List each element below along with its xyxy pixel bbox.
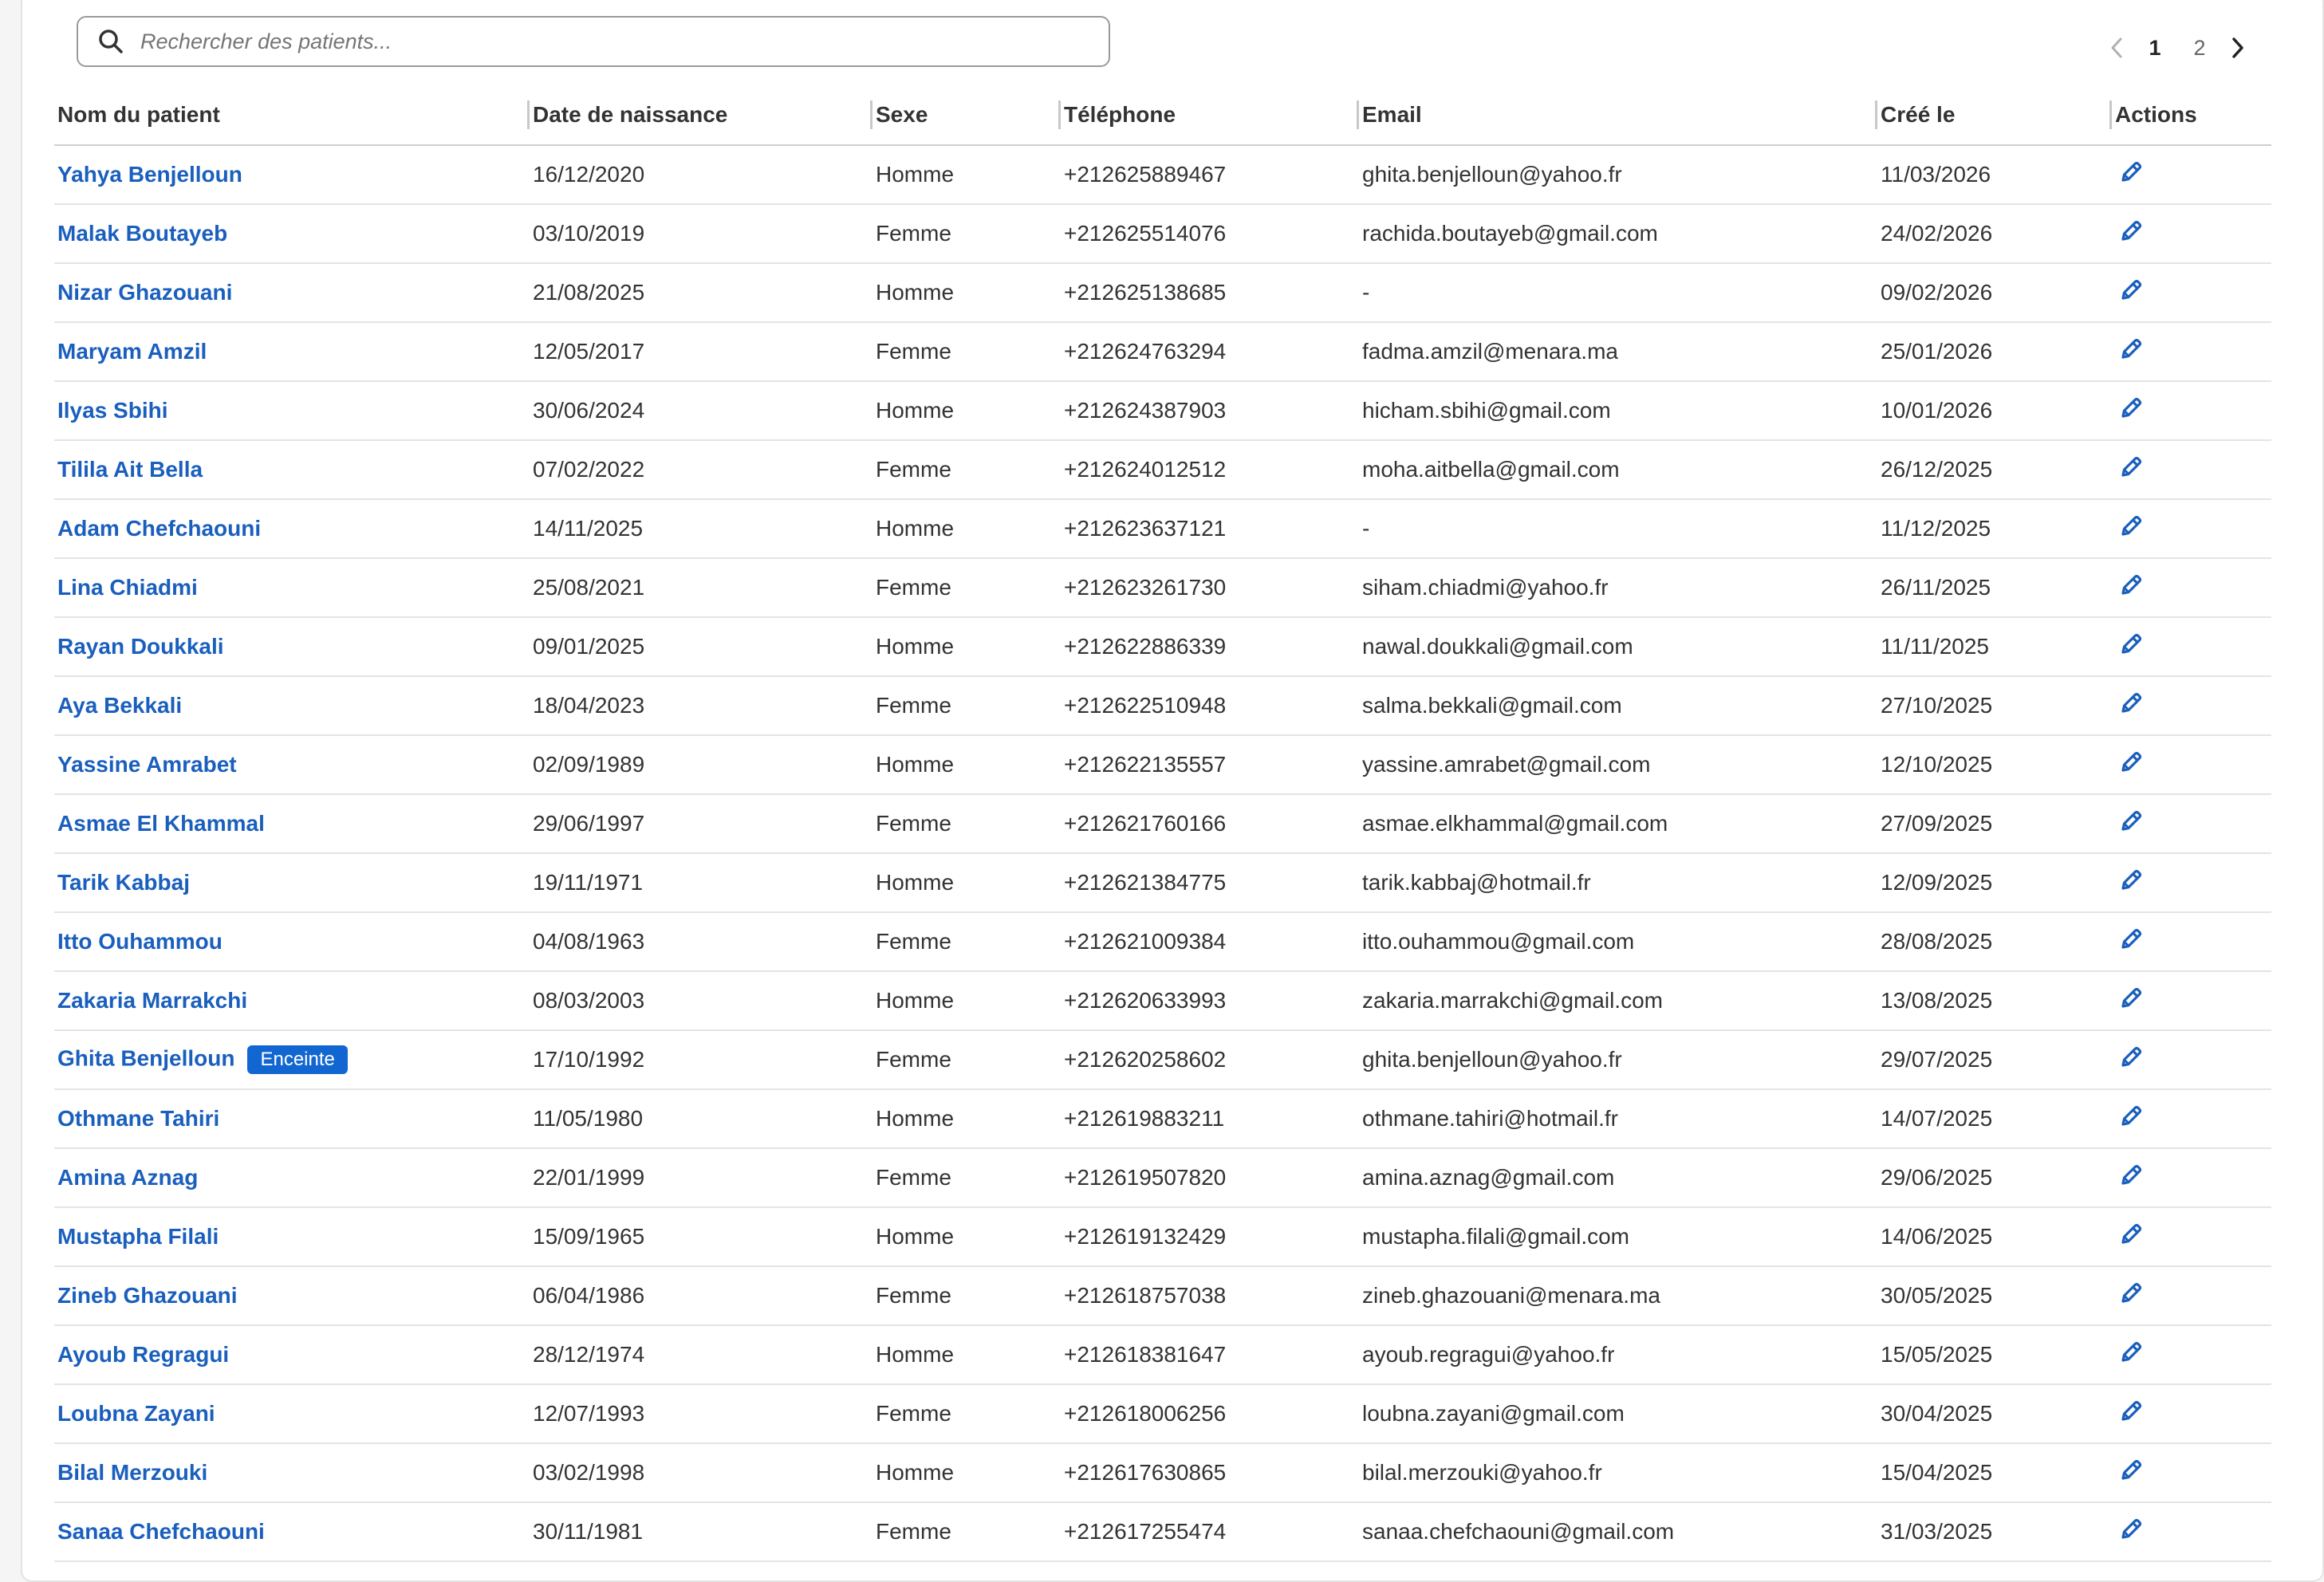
table-row: [54, 676, 2271, 735]
email-cell: fadma.amzil@menara.ma: [1359, 322, 1877, 381]
search-box[interactable]: [77, 16, 1110, 67]
dob-cell: 19/11/1971: [530, 853, 872, 912]
actions-cell: [2112, 1030, 2271, 1089]
dob-cell: 12/07/1993: [530, 1384, 872, 1443]
actions-cell: [2112, 204, 2271, 263]
pagination: [2101, 29, 2254, 67]
actions-cell: [2112, 558, 2271, 617]
sex-cell: Femme: [872, 440, 1061, 499]
dob-cell: 02/09/1989: [530, 735, 872, 794]
actions-cell: [2112, 617, 2271, 676]
created-cell: 26/11/2025: [1877, 558, 2112, 617]
created-cell: 28/08/2025: [1877, 912, 2112, 971]
patient-name-cell: [54, 1502, 530, 1561]
email-cell: moha.aitbella@gmail.com: [1359, 440, 1877, 499]
column-header-actions: Actions: [2112, 85, 2271, 145]
edit-icon[interactable]: [2117, 1043, 2145, 1072]
phone-cell: +212620633993: [1061, 971, 1359, 1030]
edit-icon[interactable]: [2117, 394, 2145, 423]
edit-icon[interactable]: [2117, 1279, 2145, 1308]
dob-cell: 17/10/1992: [530, 1030, 872, 1089]
patient-name-link[interactable]: Ghita Benjelloun: [57, 1045, 235, 1071]
edit-icon[interactable]: [2117, 630, 2145, 659]
edit-icon[interactable]: [2117, 925, 2145, 954]
column-header-created[interactable]: Créé le: [1877, 85, 2112, 145]
phone-cell: +212622510948: [1061, 676, 1359, 735]
patient-name-cell: [54, 1148, 530, 1207]
table-row: [54, 1089, 2271, 1148]
table-header-row: [54, 85, 2271, 145]
sex-cell: Homme: [872, 1089, 1061, 1148]
column-header-name[interactable]: Nom du patient: [54, 85, 530, 145]
edit-icon[interactable]: [2117, 689, 2145, 718]
column-header-email[interactable]: Email: [1359, 85, 1877, 145]
patient-name-cell: [54, 912, 530, 971]
patient-name-link[interactable]: Othmane Tahiri: [57, 1106, 220, 1131]
phone-cell: +212620258602: [1061, 1030, 1359, 1089]
sex-cell: Femme: [872, 204, 1061, 263]
sex-cell: Homme: [872, 971, 1061, 1030]
table-row: [54, 145, 2271, 204]
created-cell: 11/12/2025: [1877, 499, 2112, 558]
patient-name-link[interactable]: Yahya Benjelloun: [57, 162, 242, 187]
patient-name-link[interactable]: Amina Aznag: [57, 1165, 199, 1190]
created-cell: 12/09/2025: [1877, 853, 2112, 912]
next-page-button[interactable]: [2222, 29, 2254, 67]
table-row: [54, 558, 2271, 617]
email-cell: -: [1359, 263, 1877, 322]
created-cell: 24/02/2026: [1877, 204, 2112, 263]
actions-cell: [2112, 440, 2271, 499]
actions-cell: [2112, 499, 2271, 558]
dob-cell: 11/05/1980: [530, 1089, 872, 1148]
dob-cell: 12/05/2017: [530, 322, 872, 381]
created-cell: 13/08/2025: [1877, 971, 2112, 1030]
sex-cell: Homme: [872, 1325, 1061, 1384]
phone-cell: +212624763294: [1061, 322, 1359, 381]
dob-cell: 03/10/2019: [530, 204, 872, 263]
patient-name-cell: [54, 440, 530, 499]
sex-cell: Femme: [872, 794, 1061, 853]
dob-cell: 28/12/1974: [530, 1325, 872, 1384]
created-cell: 30/05/2025: [1877, 1266, 2112, 1325]
email-cell: mustapha.filali@gmail.com: [1359, 1207, 1877, 1266]
page-button-current[interactable]: 1: [2149, 35, 2161, 60]
edit-icon[interactable]: [2117, 158, 2145, 187]
phone-cell: +212621760166: [1061, 794, 1359, 853]
sex-cell: Homme: [872, 263, 1061, 322]
created-cell: 29/07/2025: [1877, 1030, 2112, 1089]
actions-cell: [2112, 263, 2271, 322]
edit-icon[interactable]: [2117, 571, 2145, 600]
table-row: [54, 1325, 2271, 1384]
edit-icon[interactable]: [2117, 276, 2145, 305]
phone-cell: +212618757038: [1061, 1266, 1359, 1325]
patient-name-cell: [54, 676, 530, 735]
email-cell: tarik.kabbaj@hotmail.fr: [1359, 853, 1877, 912]
email-cell: zineb.ghazouani@menara.ma: [1359, 1266, 1877, 1325]
edit-icon[interactable]: [2117, 1161, 2145, 1190]
email-cell: salma.bekkali@gmail.com: [1359, 676, 1877, 735]
patient-name-cell: [54, 735, 530, 794]
phone-cell: +212619883211: [1061, 1089, 1359, 1148]
table-row: [54, 440, 2271, 499]
dob-cell: 25/08/2021: [530, 558, 872, 617]
edit-icon[interactable]: [2117, 1220, 2145, 1249]
patient-name-cell: [54, 1207, 530, 1266]
patient-name-cell: [54, 145, 530, 204]
email-cell: sanaa.chefchaouni@gmail.com: [1359, 1502, 1877, 1561]
actions-cell: [2112, 853, 2271, 912]
email-cell: othmane.tahiri@hotmail.fr: [1359, 1089, 1877, 1148]
edit-icon[interactable]: [2117, 1397, 2145, 1426]
table-row: [54, 263, 2271, 322]
patient-name-link[interactable]: Nizar Ghazouani: [57, 280, 233, 305]
created-cell: 14/06/2025: [1877, 1207, 2112, 1266]
sex-cell: Homme: [872, 1443, 1061, 1502]
email-cell: itto.ouhammou@gmail.com: [1359, 912, 1877, 971]
patient-name-link[interactable]: Itto Ouhammou: [57, 929, 223, 954]
created-cell: 29/06/2025: [1877, 1148, 2112, 1207]
edit-icon[interactable]: [2117, 748, 2145, 777]
patient-name-cell: [54, 1030, 530, 1089]
patient-name-link[interactable]: Sanaa Chefchaouni: [57, 1519, 265, 1544]
dob-cell: 29/06/1997: [530, 794, 872, 853]
patient-name-cell: [54, 1384, 530, 1443]
table-row: [54, 1030, 2271, 1089]
column-header-dob[interactable]: Date de naissance: [530, 85, 872, 145]
table-row: [54, 1502, 2271, 1561]
actions-cell: [2112, 735, 2271, 794]
patient-name-link[interactable]: Asmae El Khammal: [57, 811, 265, 836]
edit-icon[interactable]: [2117, 335, 2145, 364]
phone-cell: +212619132429: [1061, 1207, 1359, 1266]
sex-cell: Femme: [872, 1266, 1061, 1325]
created-cell: 31/03/2025: [1877, 1502, 2112, 1561]
patient-name-cell: [54, 499, 530, 558]
patient-name-link[interactable]: Loubna Zayani: [57, 1401, 215, 1426]
actions-cell: [2112, 912, 2271, 971]
edit-icon[interactable]: [2117, 1338, 2145, 1367]
phone-cell: +212618006256: [1061, 1384, 1359, 1443]
sex-cell: Femme: [872, 1030, 1061, 1089]
phone-cell: +212622886339: [1061, 617, 1359, 676]
created-cell: 09/02/2026: [1877, 263, 2112, 322]
actions-cell: [2112, 322, 2271, 381]
sex-cell: Femme: [872, 322, 1061, 381]
prev-page-button[interactable]: [2101, 29, 2133, 67]
email-cell: amina.aznag@gmail.com: [1359, 1148, 1877, 1207]
chevron-right-icon: [2230, 36, 2246, 60]
table-row: [54, 381, 2271, 440]
phone-cell: +212617630865: [1061, 1443, 1359, 1502]
sex-cell: Femme: [872, 1148, 1061, 1207]
email-cell: ayoub.regragui@yahoo.fr: [1359, 1325, 1877, 1384]
created-cell: 30/04/2025: [1877, 1384, 2112, 1443]
email-cell: -: [1359, 499, 1877, 558]
dob-cell: 30/11/1981: [530, 1502, 872, 1561]
table-row: [54, 853, 2271, 912]
sex-cell: Homme: [872, 853, 1061, 912]
patient-name-link[interactable]: Tarik Kabbaj: [57, 870, 190, 895]
actions-cell: [2112, 381, 2271, 440]
table-row: [54, 204, 2271, 263]
dob-cell: 06/04/1986: [530, 1266, 872, 1325]
chevron-left-icon: [2109, 36, 2125, 60]
sex-cell: Homme: [872, 1207, 1061, 1266]
actions-cell: [2112, 1502, 2271, 1561]
patient-name-link[interactable]: Yassine Amrabet: [57, 752, 237, 777]
actions-cell: [2112, 676, 2271, 735]
column-header-phone[interactable]: Téléphone: [1061, 85, 1359, 145]
actions-cell: [2112, 1089, 2271, 1148]
phone-cell: +212624387903: [1061, 381, 1359, 440]
phone-cell: +212618381647: [1061, 1325, 1359, 1384]
patient-name-cell: [54, 794, 530, 853]
dob-cell: 09/01/2025: [530, 617, 872, 676]
patient-name-link[interactable]: Ayoub Regragui: [57, 1342, 230, 1367]
created-cell: 11/03/2026: [1877, 145, 2112, 204]
actions-cell: [2112, 1384, 2271, 1443]
sex-cell: Homme: [872, 381, 1061, 440]
phone-cell: +212621384775: [1061, 853, 1359, 912]
created-cell: 26/12/2025: [1877, 440, 2112, 499]
status-badge: Enceinte: [247, 1045, 347, 1074]
sex-cell: Femme: [872, 558, 1061, 617]
email-cell: asmae.elkhammal@gmail.com: [1359, 794, 1877, 853]
patient-name-cell: [54, 617, 530, 676]
dob-cell: 16/12/2020: [530, 145, 872, 204]
created-cell: 27/09/2025: [1877, 794, 2112, 853]
sex-cell: Homme: [872, 145, 1061, 204]
sex-cell: Homme: [872, 735, 1061, 794]
edit-icon[interactable]: [2117, 453, 2145, 482]
actions-cell: [2112, 1207, 2271, 1266]
email-cell: ghita.benjelloun@yahoo.fr: [1359, 1030, 1877, 1089]
phone-cell: +212617255474: [1061, 1502, 1359, 1561]
dob-cell: 30/06/2024: [530, 381, 872, 440]
dob-cell: 21/08/2025: [530, 263, 872, 322]
patient-name-link[interactable]: Maryam Amzil: [57, 339, 207, 364]
table-row: [54, 1148, 2271, 1207]
table-row: [54, 322, 2271, 381]
sex-cell: Femme: [872, 676, 1061, 735]
phone-cell: +212625138685: [1061, 263, 1359, 322]
created-cell: 10/01/2026: [1877, 381, 2112, 440]
table-row: [54, 1443, 2271, 1502]
search-input[interactable]: [140, 19, 1109, 64]
email-cell: loubna.zayani@gmail.com: [1359, 1384, 1877, 1443]
created-cell: 12/10/2025: [1877, 735, 2112, 794]
dob-cell: 03/02/1998: [530, 1443, 872, 1502]
actions-cell: [2112, 1148, 2271, 1207]
patient-name-link[interactable]: Zineb Ghazouani: [57, 1283, 238, 1308]
actions-cell: [2112, 1325, 2271, 1384]
dob-cell: 04/08/1963: [530, 912, 872, 971]
edit-icon[interactable]: [2117, 1102, 2145, 1131]
phone-cell: +212625889467: [1061, 145, 1359, 204]
patient-name-cell: [54, 971, 530, 1030]
patient-name-link[interactable]: Lina Chiadmi: [57, 575, 198, 600]
created-cell: 15/05/2025: [1877, 1325, 2112, 1384]
dob-cell: 15/09/1965: [530, 1207, 872, 1266]
dob-cell: 08/03/2003: [530, 971, 872, 1030]
edit-icon[interactable]: [2117, 1456, 2145, 1485]
edit-icon[interactable]: [2117, 866, 2145, 895]
edit-icon[interactable]: [2117, 217, 2145, 246]
edit-icon[interactable]: [2117, 1515, 2145, 1544]
sex-cell: Femme: [872, 912, 1061, 971]
sex-cell: Femme: [872, 1384, 1061, 1443]
patient-name-link[interactable]: Tilila Ait Bella: [57, 457, 203, 482]
email-cell: rachida.boutayeb@gmail.com: [1359, 204, 1877, 263]
patients-table: [54, 85, 2271, 1562]
created-cell: 27/10/2025: [1877, 676, 2112, 735]
email-cell: bilal.merzouki@yahoo.fr: [1359, 1443, 1877, 1502]
email-cell: hicham.sbihi@gmail.com: [1359, 381, 1877, 440]
email-cell: nawal.doukkali@gmail.com: [1359, 617, 1877, 676]
patient-name-link[interactable]: Malak Boutayeb: [57, 221, 228, 246]
actions-cell: [2112, 794, 2271, 853]
email-cell: yassine.amrabet@gmail.com: [1359, 735, 1877, 794]
email-cell: zakaria.marrakchi@gmail.com: [1359, 971, 1877, 1030]
table-row: [54, 1384, 2271, 1443]
sex-cell: Homme: [872, 617, 1061, 676]
created-cell: 14/07/2025: [1877, 1089, 2112, 1148]
table-row: [54, 617, 2271, 676]
created-cell: 25/01/2026: [1877, 322, 2112, 381]
table-row: [54, 499, 2271, 558]
patient-name-cell: [54, 1089, 530, 1148]
phone-cell: +212624012512: [1061, 440, 1359, 499]
patient-name-link[interactable]: Bilal Merzouki: [57, 1460, 208, 1485]
email-cell: siham.chiadmi@yahoo.fr: [1359, 558, 1877, 617]
created-cell: 15/04/2025: [1877, 1443, 2112, 1502]
email-cell: ghita.benjelloun@yahoo.fr: [1359, 145, 1877, 204]
table-row: [54, 794, 2271, 853]
dob-cell: 14/11/2025: [530, 499, 872, 558]
page-button-next[interactable]: 2: [2193, 35, 2206, 60]
phone-cell: +212623261730: [1061, 558, 1359, 617]
patient-name-link[interactable]: Aya Bekkali: [57, 693, 183, 718]
table-row: [54, 1207, 2271, 1266]
dob-cell: 07/02/2022: [530, 440, 872, 499]
patient-name-cell: [54, 1443, 530, 1502]
patient-name-cell: [54, 1325, 530, 1384]
search-icon: [97, 28, 124, 55]
actions-cell: [2112, 1443, 2271, 1502]
patient-name-link[interactable]: Ilyas Sbihi: [57, 398, 168, 423]
sex-cell: Femme: [872, 1502, 1061, 1561]
patient-name-cell: [54, 204, 530, 263]
actions-cell: [2112, 971, 2271, 1030]
phone-cell: +212623637121: [1061, 499, 1359, 558]
sex-cell: Homme: [872, 499, 1061, 558]
table-row: [54, 1266, 2271, 1325]
patient-name-cell: [54, 853, 530, 912]
edit-icon[interactable]: [2117, 807, 2145, 836]
patient-name-link[interactable]: Zakaria Marrakchi: [57, 988, 248, 1013]
patient-name-cell: [54, 263, 530, 322]
phone-cell: +212619507820: [1061, 1148, 1359, 1207]
column-header-sex[interactable]: Sexe: [872, 85, 1061, 145]
patient-name-link[interactable]: Mustapha Filali: [57, 1224, 219, 1249]
patient-name-cell: [54, 322, 530, 381]
created-cell: 11/11/2025: [1877, 617, 2112, 676]
dob-cell: 18/04/2023: [530, 676, 872, 735]
patient-name-cell: [54, 558, 530, 617]
phone-cell: +212625514076: [1061, 204, 1359, 263]
patient-name-cell: [54, 1266, 530, 1325]
table-row: [54, 912, 2271, 971]
table-row: [54, 971, 2271, 1030]
actions-cell: [2112, 1266, 2271, 1325]
patient-name-link[interactable]: Adam Chefchaouni: [57, 516, 262, 541]
phone-cell: +212622135557: [1061, 735, 1359, 794]
patient-name-link[interactable]: Rayan Doukkali: [57, 634, 224, 659]
patient-name-cell: [54, 381, 530, 440]
table-row: [54, 735, 2271, 794]
dob-cell: 22/01/1999: [530, 1148, 872, 1207]
edit-icon[interactable]: [2117, 512, 2145, 541]
edit-icon[interactable]: [2117, 984, 2145, 1013]
phone-cell: +212621009384: [1061, 912, 1359, 971]
actions-cell: [2112, 145, 2271, 204]
